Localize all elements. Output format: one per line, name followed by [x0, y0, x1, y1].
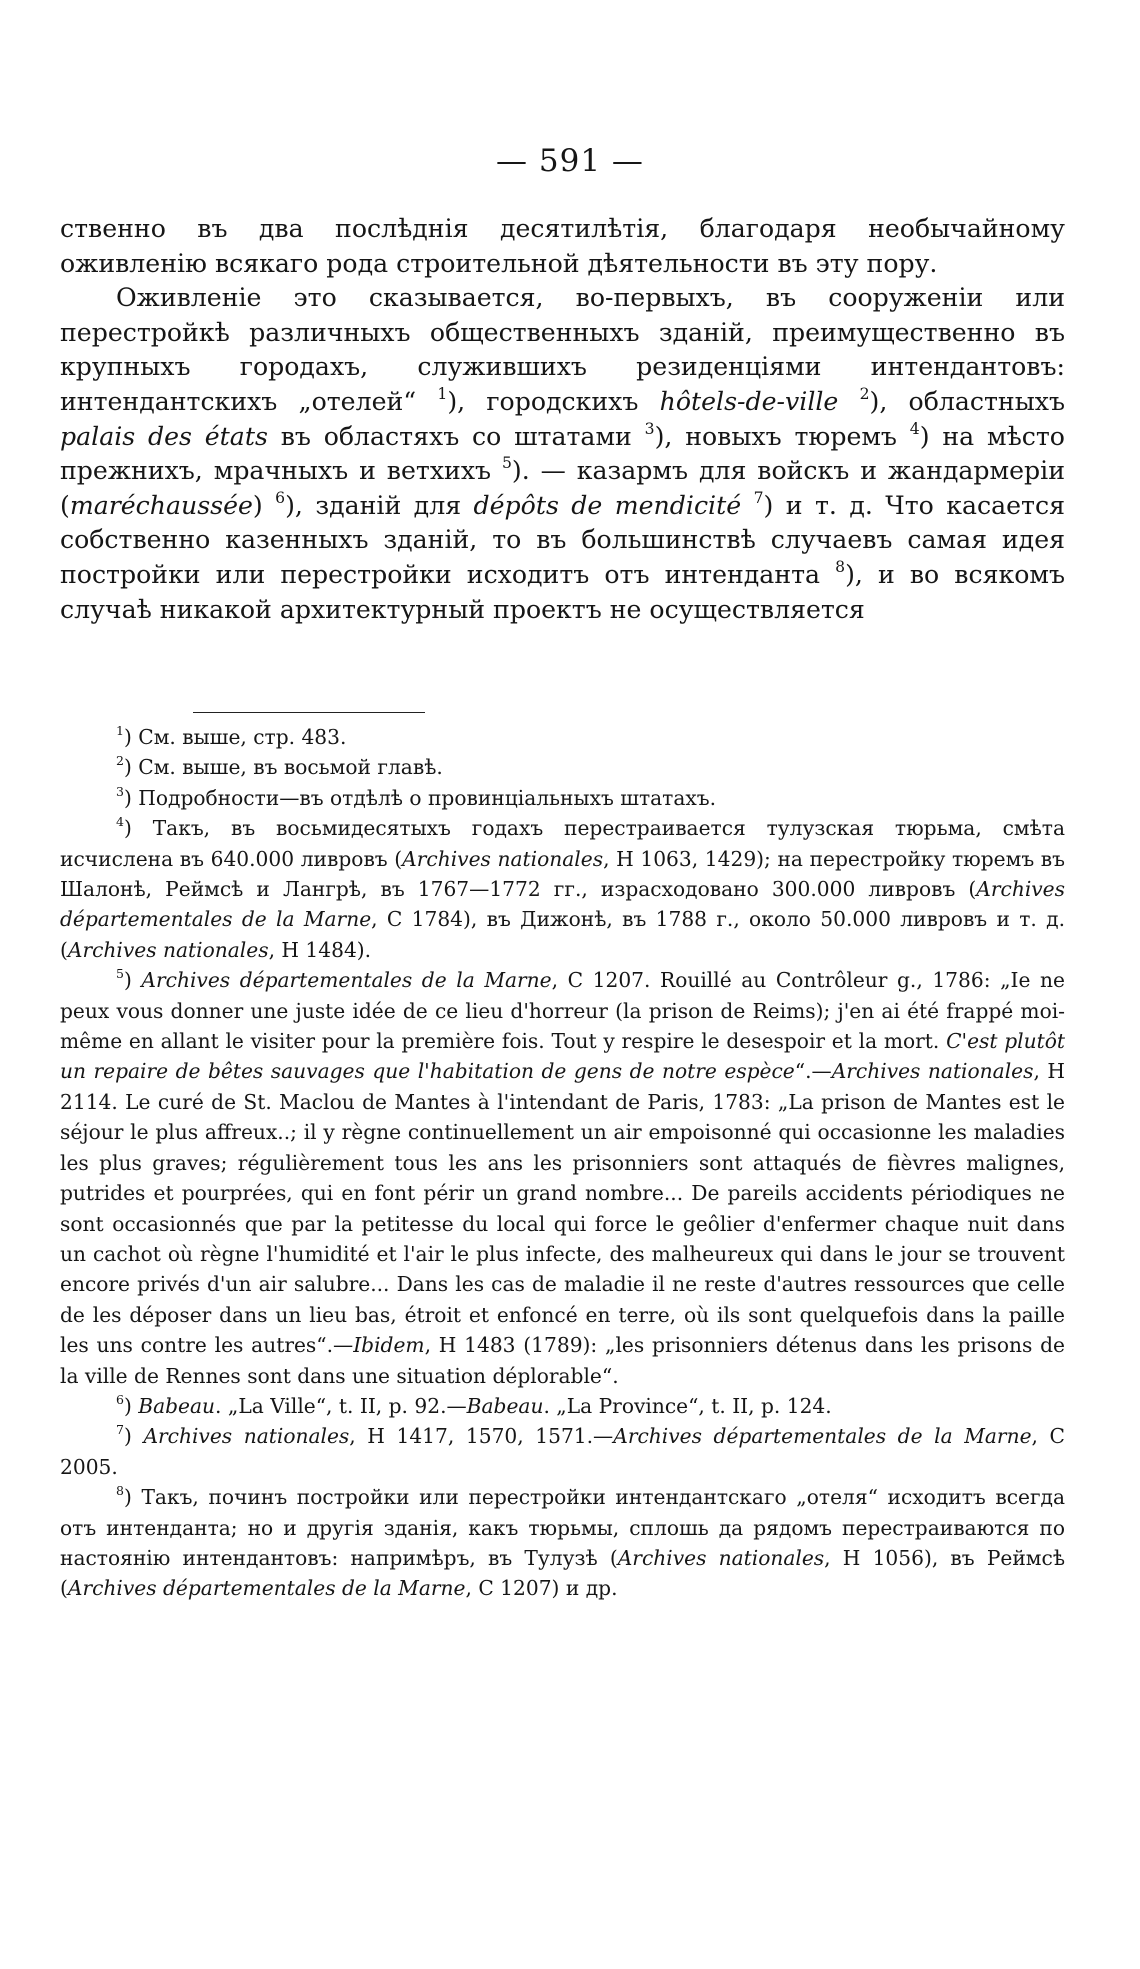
text-run: ) [123, 1424, 144, 1449]
text-run: , H 1484). [268, 937, 372, 962]
text-run: ). — казармъ для войскъ и жандармеріи ( [60, 456, 1065, 520]
italic-term: palais des états [60, 421, 268, 451]
paragraph-2 [60, 281, 1065, 627]
footnote-marker: 3 [116, 784, 124, 800]
italic-term: dépôts de mendicité [473, 490, 742, 520]
text-run: ) [123, 1393, 139, 1418]
text-run: , C 1207) и др. [465, 1576, 618, 1601]
citation: Archives nationales [67, 937, 269, 962]
citation: Archives départementales de la Marne [141, 968, 552, 993]
main-text [60, 212, 1065, 627]
footnote-8 [60, 1482, 1065, 1604]
text-run: ), и во всякомъ случаѣ никакой архитектурный проектъ не осуществляется [60, 559, 1065, 624]
citation: Archives nationales [402, 846, 604, 871]
text-run: ), городскихъ [447, 386, 660, 416]
footnotes [60, 722, 1065, 1604]
footnote-ref-5: 5 [501, 454, 512, 473]
citation: Archives départementales de la Marne [67, 1576, 466, 1601]
text-run: ) [123, 968, 142, 993]
footnote-ref-7: 7 [753, 488, 764, 507]
citation: Archives départementales de la Marne [60, 877, 1065, 932]
italic-quote: C'est plutôt un repaire de bêtes sauvages que l'habitation de gens de notre espèce [60, 1029, 1065, 1084]
citation: Babeau [138, 1393, 216, 1418]
footnote-ref-2: 2 [859, 385, 870, 404]
text-run: ) Такъ, починъ постройки или перестройки интендантскаго „отеля“ исходитъ всегда отъ интенданта; но и другія зданія, какъ тюрьмы, сплошь да рядомъ перестраиваются по настоянію интендантовъ: напримѣръ, въ Тулузѣ ( [60, 1485, 1065, 1570]
text-run: , H 1417, 1570, 1571.— [349, 1424, 614, 1449]
footnote-ref-1: 1 [437, 385, 448, 404]
footnote-ref-8: 8 [835, 558, 846, 577]
text-run [838, 387, 859, 416]
text-run: , C 1784), въ Дижонѣ, въ 1788 г., около 50.000 ливровъ и т. д. ( [60, 907, 1065, 962]
citation: Ibidem [353, 1333, 425, 1358]
citation: Archives nationales [143, 1424, 350, 1449]
footnote-6 [60, 1391, 1065, 1421]
paragraph-continuation: ственно въ два послѣднія десятилѣтія, благодаря необычайному оживленію всякаго рода строительной дѣятельности въ эту пору. [60, 214, 1065, 278]
footnote-marker: 1 [116, 723, 124, 739]
text-run: ) См. выше, въ восьмой главѣ. [123, 755, 443, 780]
footnote-marker: 8 [116, 1483, 124, 1499]
citation: Archives nationales [617, 1545, 825, 1570]
footnote-ref-4: 4 [909, 419, 920, 438]
text-run: , H 1056), въ Реймсѣ ( [60, 1545, 1065, 1601]
italic-term: hôtels-de-ville [659, 386, 839, 416]
text-run: ) и т. д. Что касается собственно казенныхъ зданій, то въ большинствѣ случаевъ самая идея постройки или перестройки исходитъ отъ интенданта [60, 490, 1065, 589]
footnote-2 [60, 752, 1065, 782]
text-run: ), новыхъ тюремъ [654, 421, 910, 451]
text-run: . „La Province“, t. II, p. 124. [543, 1393, 832, 1418]
text-run: , H 2114. Le curé de St. Maclou de Mantes à l'intendant de Paris, 1783: „La prison de Mantes est le séjour le plus affreux..; il y règne continuellement un air empoisonné qui occasionne les maladies les plus graves; régulièrement tous les ans les prisonniers sont attaqués de fièvres malignes, putrides et pourprées, qui en font périr un grand nombre... De pareils accidents périodiques ne sont occasionnés que par la petitesse du local qui force le geôlier d'enfermer chaque nuit dans un cachot où règne l'humidité et l'air le plus infecte, des malheureux qui dans le jour se trouvent encore privés d'un air salubre... Dans les cas de maladie il ne reste d'autres ressources que celle de les déposer dans un lieu bas, étroit et enfoncé en terre, où ils sont quelquefois dans la paille les uns contre les autres“.— [60, 1059, 1065, 1358]
footnote-marker: 2 [116, 753, 124, 769]
footnote-marker: 6 [116, 1392, 124, 1408]
text-run [741, 491, 753, 520]
footnote-separator [193, 712, 425, 713]
text-run: ), областныхъ [869, 386, 1065, 416]
text-run: , H 1483 (1789): „les prisonniers détenus dans les prisons de la ville de Rennes sont dans une situation déplorable“. [60, 1333, 1065, 1388]
footnote-7 [60, 1421, 1065, 1482]
text-run: въ областяхъ со штатами [267, 421, 645, 451]
text-run: “.— [794, 1059, 832, 1084]
footnote-3 [60, 783, 1065, 813]
text-run: , C 1207. Rouillé au Contrôleur g., 1786: „Ie ne peux vous donner une juste idée de ce lieu d'horreur (la prison de Reims); j'en ai été frappé moi-même en allant le visiter pour la première fois. Tout y respire le desespoir et la mort. [60, 968, 1065, 1054]
citation: Babeau [466, 1393, 544, 1418]
text-run: ) Такъ, въ восьмидесятыхъ годахъ перестраивается тулузская тюрьма, смѣта исчислена въ 640.000 ливровъ ( [60, 816, 1065, 871]
italic-term: maréchaussée [69, 490, 253, 520]
text-run: ) [252, 490, 276, 520]
footnote-marker: 4 [116, 814, 124, 830]
text-run: ) См. выше, стр. 483. [123, 725, 347, 749]
footnote-5 [60, 965, 1065, 1391]
footnote-marker: 7 [116, 1422, 124, 1438]
citation: Archives nationales [831, 1059, 1034, 1084]
text-run: ) на мѣсто прежнихъ, мрачныхъ и ветхихъ [60, 421, 1065, 486]
text-run: . „La Ville“, t. II, p. 92.— [215, 1393, 467, 1418]
footnote-ref-6: 6 [275, 488, 286, 507]
footnote-4 [60, 813, 1065, 965]
text-run: , H 1063, 1429); на перестройку тюремъ въ Шалонѣ, Реймсѣ и Лангрѣ, въ 1767—1772 гг., израсходовано 300.000 ливровъ ( [60, 846, 1066, 902]
footnote-1 [60, 722, 1065, 752]
citation: Archives départementales de la Marne [613, 1424, 1032, 1449]
text-run: ), зданій для [285, 490, 474, 520]
footnote-marker: 5 [116, 966, 124, 982]
text-run: ) Подробности—въ отдѣлѣ о провинціальныхъ штатахъ. [123, 785, 717, 810]
page-number: — 591 — [496, 143, 644, 179]
text-run: Оживленіе это сказывается, во-первыхъ, въ сооруженіи или перестройкѣ различныхъ общественныхъ зданій, преимущественно въ крупныхъ городахъ, служившихъ резиденціями интендантовъ: интендантскихъ „отелей“ [60, 283, 1065, 416]
text-run: , C 2005. [60, 1424, 1065, 1479]
footnote-ref-3: 3 [644, 419, 655, 438]
